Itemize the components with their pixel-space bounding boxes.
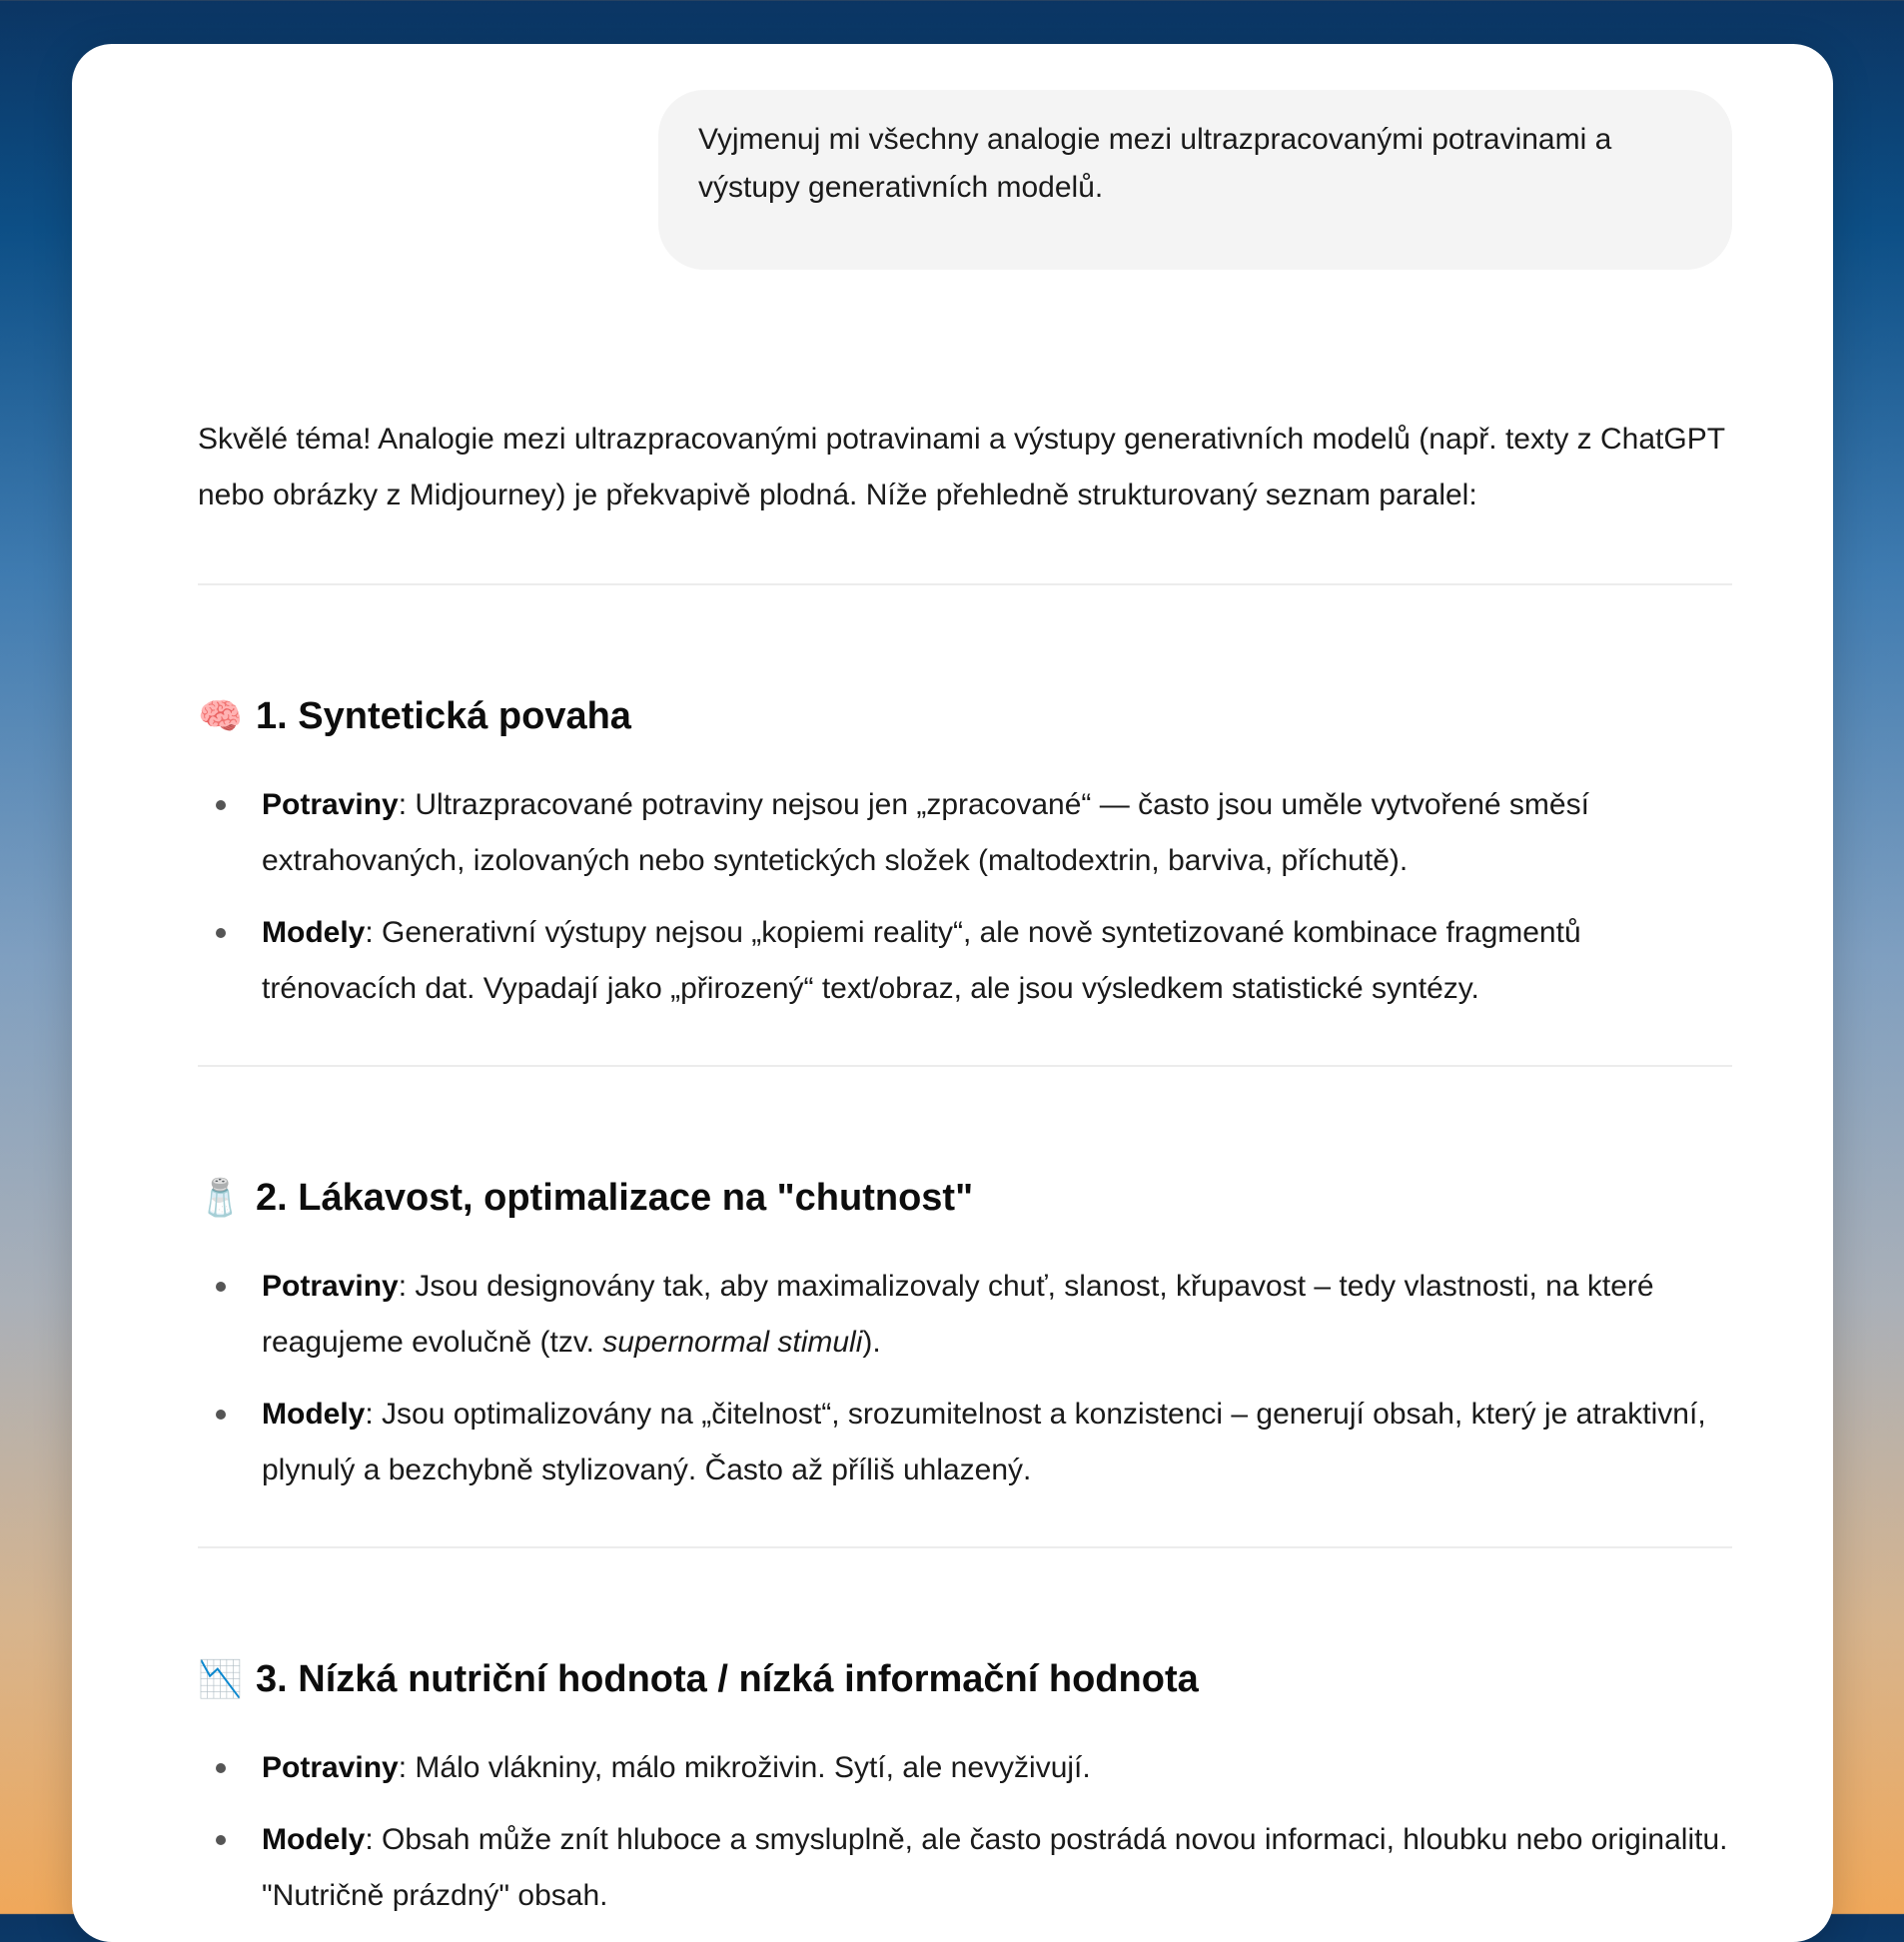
bullet-icon: [216, 1835, 226, 1845]
bullet-icon: [216, 1282, 226, 1292]
item-label: Modely: [262, 1398, 366, 1431]
item-text: : Obsah může znít hluboce a smysluplně, ale často postrádá novou informaci, hloubku nebo originalitu. "Nutričně prázdný" obsah.: [262, 1823, 1728, 1912]
user-message-bubble: Vyjmenuj mi všechny analogie mezi ultrazpracovanými potravinami a výstupy generativních modelů.: [658, 90, 1732, 270]
section-heading: [198, 691, 631, 741]
section-heading: [198, 1654, 1199, 1704]
brain-icon: 🧠: [198, 695, 243, 736]
item-label: Potraviny: [262, 1270, 399, 1303]
item-label: Potraviny: [262, 1751, 399, 1784]
bullet-icon: [216, 800, 226, 810]
item-label: Modely: [262, 916, 366, 949]
chat-panel: [72, 44, 1833, 1942]
chart-decreasing-icon: 📉: [198, 1658, 243, 1699]
item-text: : Málo vlákniny, málo mikroživin. Sytí, ale nevyživují.: [398, 1751, 1091, 1784]
item-text: : Jsou optimalizovány na „čitelnost“, srozumitelnost a konzistenci – generují obsah, který je atraktivní, plynulý a bezchybně stylizovaný. Často až příliš uhlazený.: [262, 1398, 1706, 1486]
section-bullet-list: [198, 1740, 1732, 1940]
section-divider: [198, 1546, 1732, 1548]
section-title-text: 2. Lákavost, optimalizace na "chutnost": [256, 1177, 974, 1219]
salt-shaker-icon: 🧂: [198, 1177, 243, 1218]
list-item: [198, 1259, 1732, 1371]
list-item: [198, 777, 1732, 889]
item-label: Modely: [262, 1823, 366, 1856]
list-item: [198, 1812, 1732, 1924]
list-item: [198, 1387, 1732, 1498]
item-emphasis: supernormal stimuli: [602, 1326, 863, 1359]
section-heading: [198, 1173, 973, 1223]
section-title-text: 1. Syntetická povaha: [256, 695, 631, 737]
section-divider: [198, 1065, 1732, 1067]
bullet-icon: [216, 1763, 226, 1773]
list-item: [198, 905, 1732, 1017]
response-intro: Skvělé téma! Analogie mezi ultrazpracovanými potravinami a výstupy generativních modelů (např. texty z ChatGPT nebo obrázky z Midjourney) je překvapivě plodná. Níže přehledně strukturovaný seznam paralel:: [198, 423, 1725, 511]
section-bullet-list: [198, 1259, 1732, 1514]
section-divider: [198, 583, 1732, 585]
section-title-text: 3. Nízká nutriční hodnota / nízká informační hodnota: [256, 1658, 1199, 1700]
section-bullet-list: [198, 777, 1732, 1033]
item-text-end: ).: [862, 1326, 881, 1359]
bullet-icon: [216, 928, 226, 938]
item-label: Potraviny: [262, 788, 399, 821]
bullet-icon: [216, 1410, 226, 1420]
list-item: [198, 1740, 1732, 1796]
item-text: : Generativní výstupy nejsou „kopiemi reality“, ale nově syntetizované kombinace fragmentů trénovacích dat. Vypadají jako „přirozený“ text/obraz, ale jsou výsledkem statistické syntézy.: [262, 916, 1581, 1005]
item-text: : Ultrazpracované potraviny nejsou jen „zpracované“ — často jsou uměle vytvořené směsí extrahovaných, izolovaných nebo syntetických složek (maltodextrin, barviva, příchutě).: [262, 788, 1589, 877]
item-text: : Jsou designovány tak, aby maximalizovaly chuť, slanost, křupavost – tedy vlastnosti, na které reagujeme evolučně (tzv.: [262, 1270, 1654, 1359]
